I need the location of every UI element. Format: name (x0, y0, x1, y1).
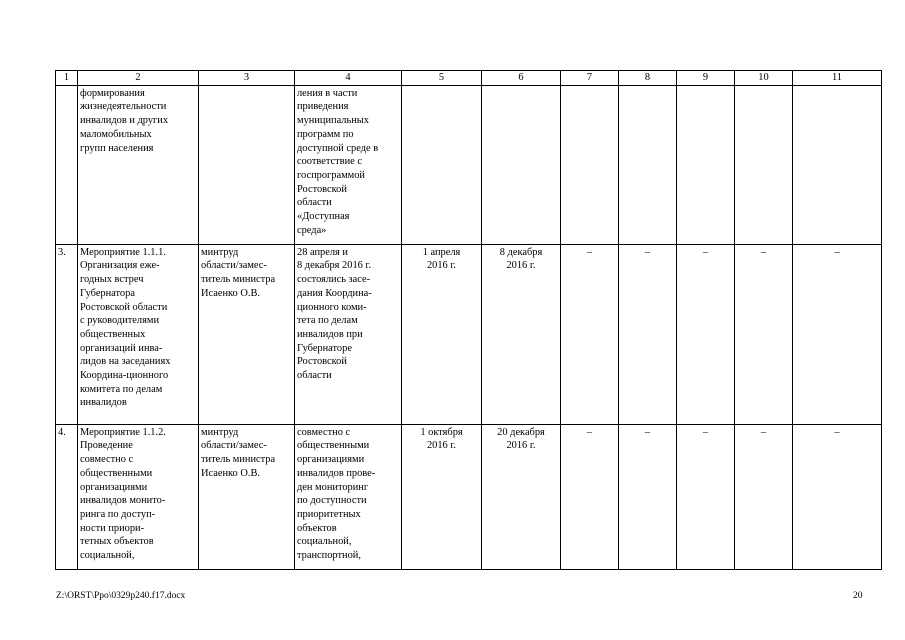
column-number: 10 (735, 71, 793, 86)
cell-line: дания Координа- (297, 287, 372, 299)
cell-line: ления в части (297, 87, 358, 99)
measure-cell (78, 85, 199, 244)
end-date-cell (482, 85, 561, 244)
cell-line: Исаенко О.В. (201, 467, 260, 479)
column-number: 8 (619, 71, 677, 86)
column-number: 2 (78, 71, 199, 86)
column-number: 9 (677, 71, 735, 86)
cell-line: комитета по делам (80, 383, 163, 395)
cell-line: муниципальных (297, 115, 369, 127)
cell-line: области/замес- (201, 440, 267, 452)
cell-line: титель министра (201, 454, 276, 466)
cell-line: Мероприятие 1.1.1. (80, 246, 166, 258)
cell-line: объектов (297, 522, 337, 534)
cell-line: инвалидов прове- (297, 467, 376, 479)
executor-cell (199, 424, 295, 569)
column-number: 6 (482, 71, 561, 86)
column-number: 1 (56, 71, 78, 86)
indicator-cell-c9: – (677, 244, 735, 424)
cell-line: тетных объектов (80, 536, 154, 548)
cell-line: формирования (80, 87, 145, 99)
cell-line: жизнедеятельности (80, 101, 167, 113)
table-row (56, 244, 882, 424)
cell-line: Губернаторе (297, 342, 352, 354)
cell-line: 8 декабря (499, 246, 543, 258)
column-numbers-row (56, 71, 882, 86)
cell-line: социальной, (297, 536, 352, 548)
cell-line: ден мониторинг (297, 481, 369, 493)
result-cell (295, 424, 402, 569)
measure-cell (78, 244, 199, 424)
cell-line: приведения (297, 101, 349, 113)
measures-table (55, 70, 882, 570)
cell-line: области (297, 197, 332, 209)
cell-line: ности приори- (80, 522, 145, 534)
indicator-cell-c8: – (619, 424, 677, 569)
cell-line: тета по делам (297, 315, 358, 327)
table-row (56, 85, 882, 244)
column-number: 3 (199, 71, 295, 86)
column-number: 11 (793, 71, 882, 86)
executor-cell (199, 244, 295, 424)
indicator-cell-c10: – (735, 244, 793, 424)
cell-line: 1 октября (420, 426, 463, 438)
indicator-cell-c9 (677, 85, 735, 244)
cell-line: 20 декабря (497, 426, 545, 438)
cell-line: Исаенко О.В. (201, 287, 260, 299)
cell-line: Губернатора (80, 287, 135, 299)
end-date-cell (482, 424, 561, 569)
start-date-cell (402, 85, 482, 244)
cell-line: групп населения (80, 142, 154, 154)
cell-line: общественными (297, 440, 370, 452)
cell-line: социальной, (80, 550, 135, 562)
cell-line: 2016 г. (426, 260, 457, 272)
indicator-cell-c10 (735, 85, 793, 244)
column-number: 5 (402, 71, 482, 86)
cell-line: Мероприятие 1.1.2. (80, 426, 166, 438)
cell-line: программ по (297, 128, 354, 140)
indicator-cell-c11: – (793, 244, 882, 424)
cell-line: лидов на заседаниях (80, 356, 171, 368)
cell-line: 1 апреля (422, 246, 461, 258)
cell-line: совместно с (80, 454, 134, 466)
cell-line: общественными (80, 467, 153, 479)
cell-line: 28 апреля и (297, 246, 348, 258)
indicator-cell-c9: – (677, 424, 735, 569)
cell-line: организациями (80, 481, 148, 493)
start-date-cell (402, 424, 482, 569)
cell-line: маломобильных (80, 128, 152, 140)
cell-line: инвалидов монито- (80, 495, 166, 507)
cell-line: состоялись засе- (297, 274, 371, 286)
measure-cell (78, 424, 199, 569)
cell-line: годных встреч (80, 274, 144, 286)
result-cell (295, 85, 402, 244)
cell-line: организациями (297, 454, 365, 466)
cell-line: титель министра (201, 274, 276, 286)
cell-line: по доступности (297, 495, 367, 507)
end-date-cell (482, 244, 561, 424)
cell-line: 8 декабря 2016 г. (297, 260, 372, 272)
indicator-cell-c7: – (561, 244, 619, 424)
cell-line: области (297, 370, 332, 382)
cell-line: Координа-ционного (80, 370, 169, 382)
page-number: 20 (853, 591, 863, 601)
cell-line: Проведение (80, 440, 133, 452)
column-number: 7 (561, 71, 619, 86)
cell-line: Ростовской (297, 356, 347, 368)
indicator-cell-c7 (561, 85, 619, 244)
result-cell (295, 244, 402, 424)
cell-line: инвалидов и других (80, 115, 169, 127)
cell-line: 2016 г. (506, 260, 536, 272)
cell-line: Ростовской области (80, 301, 168, 313)
cell-line: организаций инва- (80, 342, 163, 354)
cell-line: области/замес- (201, 260, 267, 272)
cell-line: приоритетных (297, 508, 361, 520)
cell-line: с руководителями (80, 315, 160, 327)
indicator-cell-c8 (619, 85, 677, 244)
cell-line: общественных (80, 328, 146, 340)
cell-line: ринга по доступ- (80, 508, 156, 520)
indicator-cell-c11 (793, 85, 882, 244)
cell-line: доступной среде в (297, 142, 379, 154)
row-number-cell (56, 85, 78, 244)
cell-line: транспортной, (297, 550, 361, 562)
executor-cell (199, 85, 295, 244)
table-row (56, 424, 882, 569)
indicator-cell-c7: – (561, 424, 619, 569)
cell-line: инвалидов при (297, 328, 363, 340)
cell-line: 2016 г. (506, 440, 536, 452)
cell-line: Ростовской (297, 183, 347, 195)
cell-line: госпрограммой (297, 169, 365, 181)
row-number-cell: 4. (56, 424, 78, 569)
cell-line: «Доступная (297, 211, 350, 223)
footer-file-path: Z:\ORST\Ppo\0329p240.f17.docx (56, 591, 186, 601)
row-number-cell: 3. (56, 244, 78, 424)
cell-line: минтруд (201, 246, 239, 258)
indicator-cell-c10: – (735, 424, 793, 569)
cell-line: 2016 г. (426, 440, 457, 452)
indicator-cell-c8: – (619, 244, 677, 424)
cell-line: Организация еже- (80, 260, 160, 272)
cell-line: ционного коми- (297, 301, 367, 313)
cell-line: соответствие с (297, 156, 362, 168)
indicator-cell-c11: – (793, 424, 882, 569)
cell-line: совместно с (297, 426, 351, 438)
cell-line: среда» (297, 224, 327, 236)
column-number: 4 (295, 71, 402, 86)
cell-line: инвалидов (80, 397, 127, 409)
cell-line: минтруд (201, 426, 239, 438)
start-date-cell (402, 244, 482, 424)
